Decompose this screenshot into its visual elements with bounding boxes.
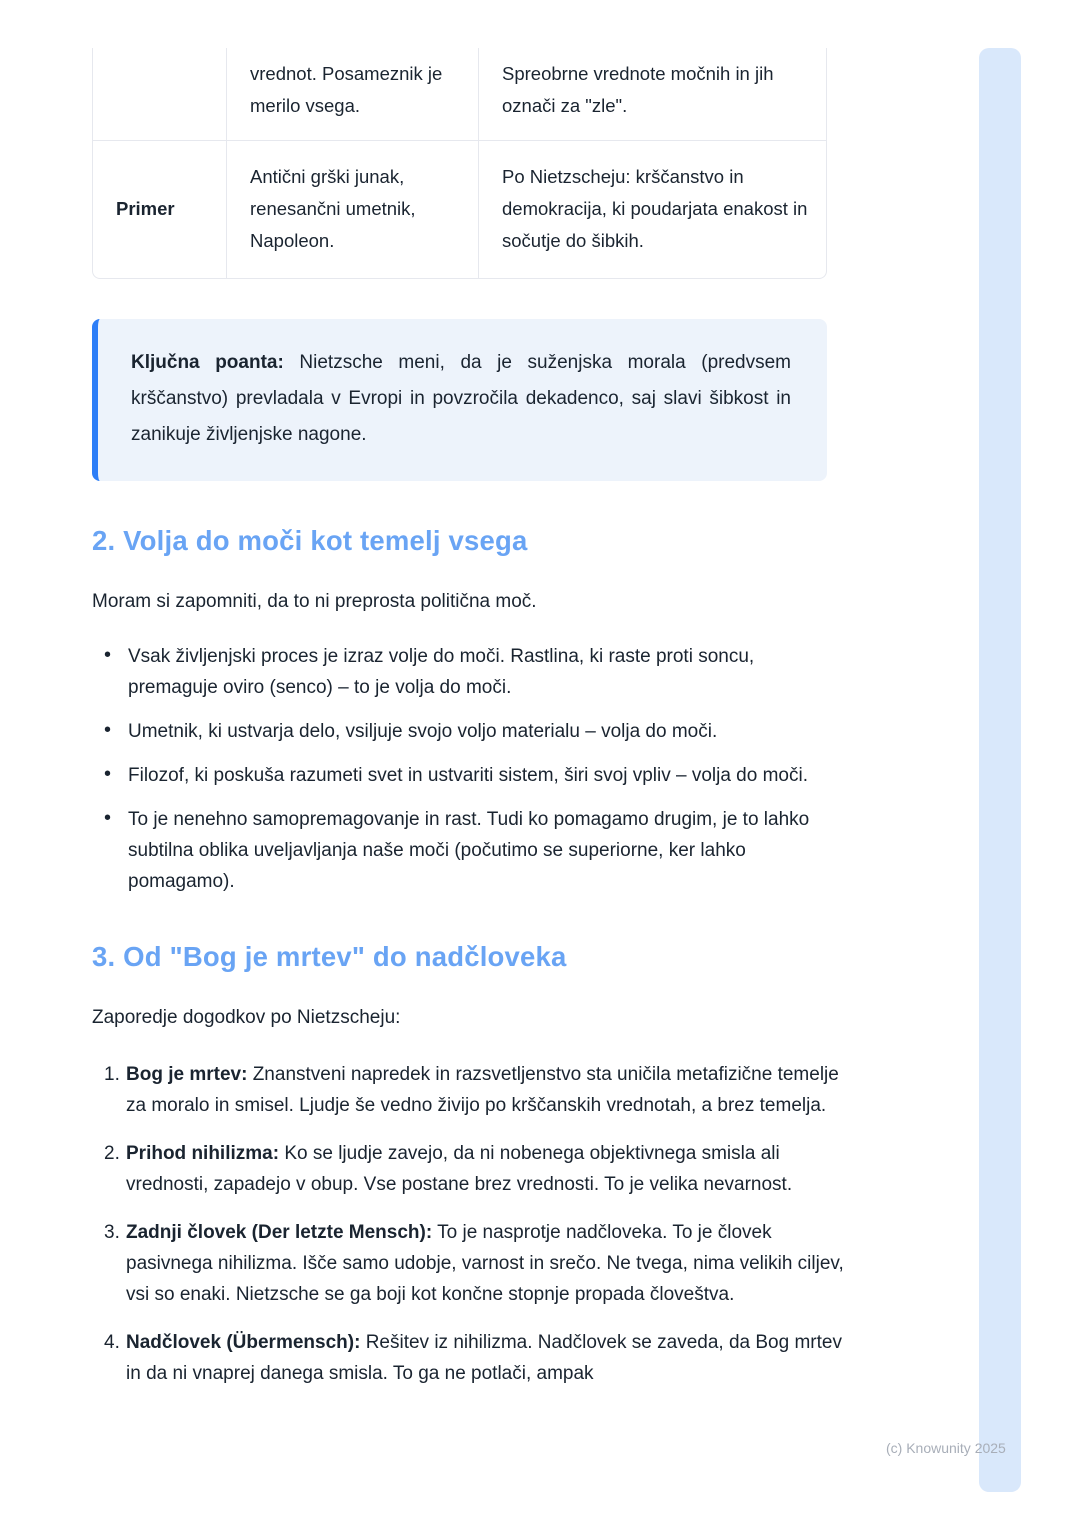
table-row-label — [93, 48, 226, 140]
item-number: 2. — [104, 1143, 120, 1164]
section-3-numbered-list — [92, 1059, 848, 1389]
list-item: • To je nenehno samopremagovanje in rast. Tudi ko pomagamo drugim, je to lahko subtilna oblika uveljavljanja naše moči (počutimo se superiorne, ker lahko pomagamo). — [92, 804, 845, 897]
table-row — [93, 140, 826, 278]
item-body: Ko se ljudje zavejo, da ni nobenega objektivnega smisla ali vrednosti, zapadejo v obup. Vse postane brez vrednosti. To je velika nevarnost. — [126, 1143, 793, 1195]
item-text — [126, 1217, 846, 1310]
list-item: • Vsak življenjski proces je izraz volje do moči. Rastlina, ki raste proti soncu, premaguje oviro (senco) – to je volja do moči. — [92, 641, 845, 703]
table-cell: vrednot. Posameznik je merilo vsega. — [226, 48, 478, 140]
item-body: To je nasprotje nadčloveka. To je človek pasivnega nihilizma. Išče samo udobje, varnost in srečo. Ne tvega, nima velikih ciljev, vsi so enaki. Nietzsche se ga boji kot končne stopnje propada človeštva. — [126, 1222, 844, 1305]
item-number: 4. — [104, 1332, 120, 1353]
item-body: Rešitev iz nihilizma. Nadčlovek se zaveda, da Bog mrtev in da ni vnaprej danega smisla. To ga ne potlači, ampak — [126, 1332, 842, 1384]
item-title: Nadčlovek (Übermensch): — [126, 1332, 361, 1353]
item-number: 3. — [104, 1222, 120, 1243]
list-item: • Filozof, ki poskuša razumeti svet in ustvariti sistem, širi svoj vpliv – volja do moči. — [92, 760, 845, 791]
list-item: • Umetnik, ki ustvarja delo, vsiljuje svojo voljo materialu – volja do moči. — [92, 716, 845, 747]
numbered-item — [104, 1138, 846, 1200]
item-title: Bog je mrtev: — [126, 1064, 248, 1085]
item-body: Znanstveni napredek in razsvetljenstvo sta uničila metafizične temelje za moralo in smisel. Ljudje še vedno živijo po krščanskih vrednotah, a brez temelja. — [126, 1064, 839, 1116]
item-text — [126, 1327, 846, 1389]
table-row-label: Primer — [116, 198, 175, 219]
copyright-text: (c) Knowunity 2025 — [886, 1440, 1006, 1456]
numbered-item — [104, 1217, 846, 1310]
key-point-callout — [92, 319, 827, 481]
numbered-item — [104, 1059, 846, 1121]
callout-title: Ključna poanta: — [131, 352, 284, 373]
callout-body: Nietzsche meni, da je suženjska morala (predvsem krščanstvo) prevladala v Evropi in povzročila dekadenco, saj slavi šibkost in zanikuje življenjske nagone. — [131, 352, 792, 445]
item-number: 1. — [104, 1064, 120, 1085]
section-3-intro: Zaporedje dogodkov po Nietzscheju: — [92, 1007, 401, 1028]
table-cell: Spreobrne vrednote močnih in jih označi za "zle". — [478, 48, 827, 140]
callout-text — [131, 345, 791, 453]
item-title: Prihod nihilizma: — [126, 1143, 280, 1164]
comparison-table — [92, 48, 827, 279]
numbered-item — [104, 1327, 846, 1389]
item-title: Zadnji človek (Der letzte Mensch): — [126, 1222, 433, 1243]
table-row — [93, 48, 826, 140]
scrollbar-track[interactable] — [979, 48, 1021, 1492]
section-2-bullet-list — [92, 641, 848, 897]
table-cell: Po Nietzscheju: krščanstvo in demokracija, ki poudarjata enakost in sočutje do šibkih. — [478, 141, 827, 278]
table-cell: Antični grški junak, renesančni umetnik, Napoleon. — [226, 141, 478, 278]
section-3-heading: 3. Od "Bog je mrtev" do nadčloveka — [92, 941, 567, 972]
document-content — [92, 48, 848, 1389]
item-text — [126, 1059, 846, 1121]
item-text — [126, 1138, 846, 1200]
section-2-heading: 2. Volja do moči kot temelj vsega — [92, 525, 528, 556]
section-2-intro: Moram si zapomniti, da to ni preprosta politična moč. — [92, 591, 537, 612]
